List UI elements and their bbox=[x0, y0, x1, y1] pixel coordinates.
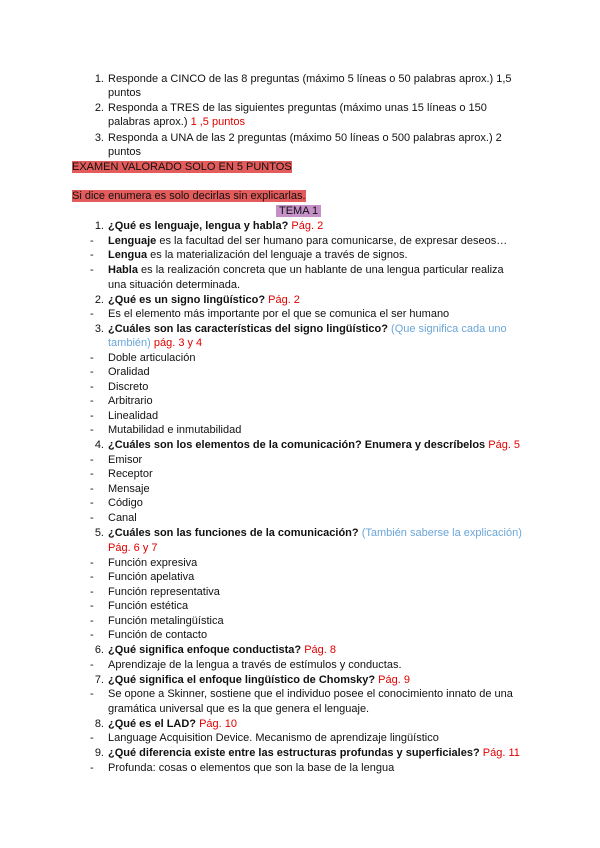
document-page: 1. Responde a CINCO de las 8 preguntas (máximo 5 líneas o 50 palabras aprox.) 1,5 puntos 2. Responda a TRES de las siguientes preguntas (máximo unas 15 líneas o 150 palabras aprox.) 1 ,5 puntos 3. Responda a UNA de las 2 preguntas (máximo 50 líneas o 500 palabras aprox.) 2 puntos EXAMEN VALORADO SOLO EN 5 PUNTOS Si dice enumera es solo decirlas sin explicarlas. TEMA 1 1. ¿Qué es lenguaje, lengua y habla? Pág. 2 - Lenguaje es la facultad del ser humano para comunicarse, de expresar deseos… - Lengua es la materialización del lenguaje a través de signos. - Habla es la realización concreta que un hablante de una lengua particular realiza una situación determinada. 2. ¿Qué es un signo lingüístico? Pág. 2 - Es el elemento más importante por el que se comunica el ser humano 3. ¿Cuáles son las características del signo lingüístico? (Que significa cada uno también) pág. 3 y 4 - Doble articulación - Oralidad - Discreto - Arbitrario - Linealidad - Mutabilidad e inmutabilidad 4. ¿Cuáles son los elementos de la comunicación? Enumera y descríbelos Pág. 5 - Emisor - Receptor - Mensaje - Código - Canal 5. ¿Cuáles son las funciones de la comunicación? (También saberse la explicación) Pág. 6 y 7 - Función expresiva - Función apelativa - Función representativa - Función estética - Función metalingüística - Función de contacto 6. ¿Qué significa enfoque conductista? Pág. 8 - Aprendizaje de la lengua a través de estímulos y conductas. 7. ¿Qué significa el enfoque lingüístico de Chomsky? Pág. 9 - Se opone a Skinner, sostiene que el individuo posee el conocimiento innato de una gramática universal que es la que genera el lenguaje. 8. ¿Qué es el LAD? Pág. 10 - Language Acquisition Device. Mecanismo de aprendizaje lingüístico 9. ¿Qué diferencia existe entre las estructuras profundas y superficiales? Pág. 11 - Profunda: cosas o elementos que son la base de la lengua bbox=[72, 73, 522, 774]
points-label: 1 ,5 puntos bbox=[190, 116, 245, 128]
exam-notice: EXAMEN VALORADO SOLO EN 5 PUNTOS bbox=[72, 161, 292, 173]
enumerate-notice: Si dice enumera es solo decirlas sin explicarlas. bbox=[72, 190, 306, 202]
tema-heading: TEMA 1 bbox=[276, 204, 321, 218]
